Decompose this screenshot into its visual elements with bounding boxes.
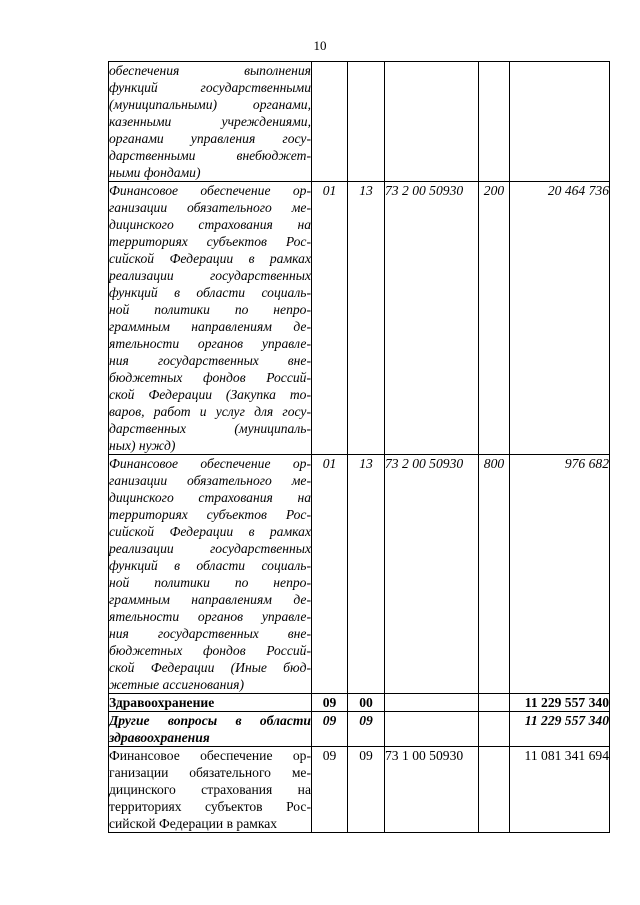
description-line: территориях субъектов Рос-: [109, 799, 311, 814]
description-line: граммным направлениям де-: [109, 319, 311, 334]
expense-type-code: [479, 747, 510, 833]
row-description: [109, 747, 312, 833]
amount: [510, 62, 610, 182]
description-line: варов, работ и услуг для госу-: [109, 404, 311, 419]
description-line: сийской Федерации в рамках: [109, 816, 278, 831]
table-row: [109, 455, 610, 694]
description-line: здравоохранения: [109, 730, 210, 745]
description-line: Финансовое обеспечение ор-: [109, 456, 311, 471]
description-line: ния государственных вне-: [109, 626, 311, 641]
description-line: (муниципальными) органами,: [109, 97, 311, 112]
row-description: [109, 62, 312, 182]
target-article-code: 73 2 00 50930: [385, 455, 479, 694]
subsection-code: 13: [348, 182, 385, 455]
target-article-code: [385, 62, 479, 182]
expense-type-code: 200: [479, 182, 510, 455]
description-line: ской Федерации (Иные бюд-: [109, 660, 311, 675]
row-description: [109, 694, 312, 712]
description-line: казенными учреждениями,: [109, 114, 311, 129]
description-line: органами управления госу-: [109, 131, 311, 146]
description-line: жетные ассигнования): [109, 677, 245, 692]
table-row: [109, 182, 610, 455]
subsection-code: 13: [348, 455, 385, 694]
amount: 11 229 557 340: [510, 712, 610, 747]
subsection-code: 00: [348, 694, 385, 712]
table-row: [109, 747, 610, 833]
description-line: сийской Федерации в рамках: [109, 524, 311, 539]
table-row: [109, 694, 610, 712]
target-article-code: [385, 712, 479, 747]
description-line: ной политики по непро-: [109, 575, 311, 590]
expense-type-code: [479, 694, 510, 712]
description-line: функций в области социаль-: [109, 285, 311, 300]
description-line: Финансовое обеспечение ор-: [109, 748, 311, 763]
description-line: бюджетных фондов Россий-: [109, 370, 311, 385]
amount: 20 464 736: [510, 182, 610, 455]
description-line: граммным направлениям де-: [109, 592, 311, 607]
description-line: ятельности органов управле-: [109, 336, 311, 351]
description-line: дарственных (муниципаль-: [109, 421, 311, 436]
description-line: дицинского страхования на: [109, 490, 311, 505]
subsection-code: 09: [348, 712, 385, 747]
budget-table: [108, 61, 610, 833]
description-line: дарственными внебюджет-: [109, 148, 311, 163]
description-line: ными фондами): [109, 165, 201, 180]
description-line: ганизации обязательного ме-: [109, 200, 311, 215]
subsection-code: 09: [348, 747, 385, 833]
row-description: [109, 455, 312, 694]
page-number: 10: [313, 38, 327, 53]
description-line: бюджетных фондов Россий-: [109, 643, 311, 658]
description-line: ной политики по непро-: [109, 302, 311, 317]
amount: 11 081 341 694: [510, 747, 610, 833]
description-line: функций в области социаль-: [109, 558, 311, 573]
description-line: ния государственных вне-: [109, 353, 311, 368]
target-article-code: 73 2 00 50930: [385, 182, 479, 455]
description-line: реализации государственных: [109, 268, 311, 283]
description-line: ганизации обязательного ме-: [109, 765, 311, 780]
description-line: ганизации обязательного ме-: [109, 473, 311, 488]
row-description: [109, 712, 312, 747]
description-line: Другие вопросы в области: [109, 713, 311, 728]
description-line: дицинского страхования на: [109, 217, 311, 232]
subsection-code: [348, 62, 385, 182]
amount: 11 229 557 340: [510, 694, 610, 712]
description-line: Здравоохранение: [109, 695, 215, 710]
table-row: [109, 62, 610, 182]
target-article-code: 73 1 00 50930: [385, 747, 479, 833]
description-line: сийской Федерации в рамках: [109, 251, 311, 266]
section-code: 01: [312, 455, 348, 694]
section-code: 09: [312, 747, 348, 833]
description-line: функций государственными: [109, 80, 311, 95]
description-line: территориях субъектов Рос-: [109, 234, 311, 249]
expense-type-code: [479, 712, 510, 747]
section-code: [312, 62, 348, 182]
section-code: 09: [312, 694, 348, 712]
description-line: ятельности органов управле-: [109, 609, 311, 624]
description-line: реализации государственных: [109, 541, 311, 556]
amount: 976 682: [510, 455, 610, 694]
section-code: 09: [312, 712, 348, 747]
target-article-code: [385, 694, 479, 712]
expense-type-code: 800: [479, 455, 510, 694]
description-line: обеспечения выполнения: [109, 63, 311, 78]
description-line: территориях субъектов Рос-: [109, 507, 311, 522]
section-code: 01: [312, 182, 348, 455]
description-line: Финансовое обеспечение ор-: [109, 183, 311, 198]
description-line: дицинского страхования на: [109, 782, 311, 797]
expense-type-code: [479, 62, 510, 182]
description-line: ской Федерации (Закупка то-: [109, 387, 311, 402]
table-row: [109, 712, 610, 747]
description-line: ных) нужд): [109, 438, 176, 453]
row-description: [109, 182, 312, 455]
